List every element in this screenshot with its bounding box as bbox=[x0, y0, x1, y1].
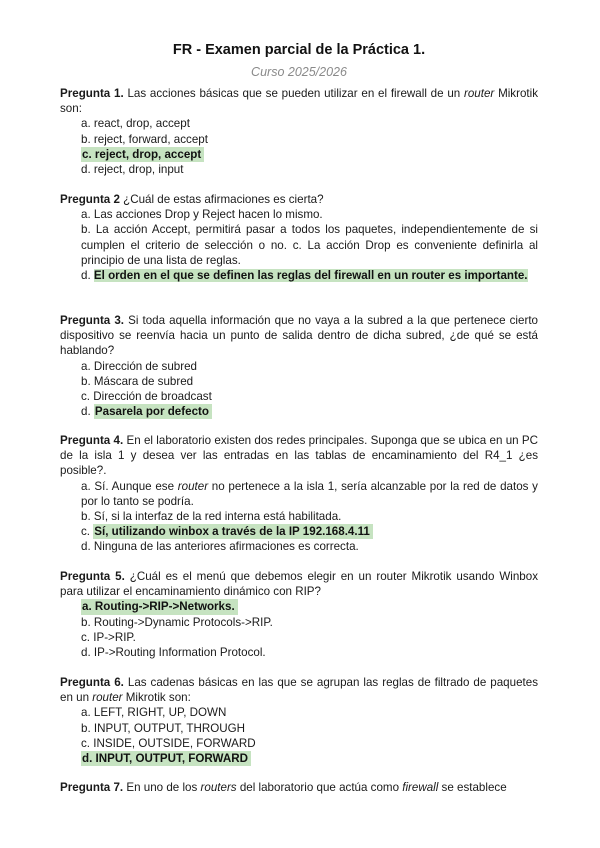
correct-answer-highlight: d. INPUT, OUTPUT, FORWARD bbox=[81, 751, 251, 766]
question-7-text-em2: firewall bbox=[402, 781, 439, 794]
question-2-label: Pregunta 2 bbox=[60, 193, 120, 206]
question-5 bbox=[60, 569, 538, 660]
question-4-stem bbox=[60, 433, 538, 479]
option-6c[interactable]: c. INSIDE, OUTSIDE, FORWARD bbox=[81, 736, 256, 750]
option-6a[interactable]: a. LEFT, RIGHT, UP, DOWN bbox=[81, 706, 227, 720]
option-3b[interactable]: b. Máscara de subred bbox=[81, 374, 194, 388]
question-3-text: Si toda aquella información que no vaya a la subred a la que pertenece cierto dispositivo se reenvía hacia un punto de salida dentro de dicha subred, ¿de qué se está hablando? bbox=[60, 314, 538, 358]
exam-title: FR - Examen parcial de la Práctica 1. bbox=[172, 42, 426, 58]
option-2a[interactable]: a. Las acciones Drop y Reject hacen lo mismo. bbox=[81, 208, 323, 222]
question-5-text: ¿Cuál es el menú que debemos elegir en un router Mikrotik usando Winbox para utilizar el encaminamiento dinámico con RIP? bbox=[60, 570, 538, 599]
question-3-label: Pregunta 3. bbox=[60, 314, 125, 327]
question-3-options bbox=[60, 359, 538, 420]
option-3d[interactable] bbox=[60, 404, 538, 419]
option-3d-letter: d. bbox=[81, 405, 91, 419]
question-2-options bbox=[60, 207, 538, 283]
question-2-stem bbox=[60, 192, 538, 207]
option-5c[interactable]: c. IP->RIP. bbox=[81, 630, 136, 644]
question-6-text-end: Mikrotik son: bbox=[122, 691, 191, 705]
question-7 bbox=[60, 780, 538, 795]
option-6d[interactable] bbox=[60, 751, 538, 766]
option-4a[interactable] bbox=[60, 479, 538, 509]
option-4c-letter: c. bbox=[81, 525, 91, 539]
question-4-options bbox=[60, 479, 538, 555]
question-5-options bbox=[60, 599, 538, 660]
question-6-stem bbox=[60, 675, 538, 705]
option-1b[interactable]: b. reject, forward, accept bbox=[81, 132, 208, 146]
option-1c[interactable] bbox=[60, 147, 538, 162]
option-4d[interactable]: d. Ninguna de las anteriores afirmaciones es correcta. bbox=[81, 540, 359, 554]
question-4 bbox=[60, 433, 538, 555]
question-1 bbox=[60, 86, 538, 177]
correct-answer-highlight: a. Routing->RIP->Networks. bbox=[81, 599, 238, 614]
question-4-label: Pregunta 4. bbox=[60, 434, 124, 447]
question-1-stem bbox=[60, 86, 538, 116]
option-4a-text: a. Sí. Aunque ese bbox=[81, 479, 178, 493]
question-7-label: Pregunta 7. bbox=[60, 781, 124, 794]
option-2d[interactable] bbox=[60, 268, 538, 283]
question-3-stem bbox=[60, 313, 538, 359]
question-6-options bbox=[60, 705, 538, 766]
question-1-text: Las acciones básicas que se pueden utilizar en el firewall de un bbox=[127, 87, 464, 100]
option-3c[interactable]: c. Dirección de broadcast bbox=[81, 390, 212, 404]
question-6-text-em: router bbox=[92, 691, 123, 705]
question-2-text: ¿Cuál de estas afirmaciones es cierta? bbox=[123, 193, 324, 206]
option-6b[interactable]: b. INPUT, OUTPUT, THROUGH bbox=[81, 721, 246, 735]
option-2b[interactable]: b. La acción Accept, permitirá pasar a todos los paquetes, independientemente de si cumplen el criterio de selección o no. c. La acción Drop es conveniente definirla al principio de una lista de reglas. bbox=[81, 223, 538, 267]
option-5d[interactable]: d. IP->Routing Information Protocol. bbox=[81, 646, 266, 660]
question-1-text-em: router bbox=[464, 87, 495, 100]
question-4-text: En el laboratorio existen dos redes principales. Suponga que se ubica en un PC de la isla 1 y desea ver las entradas en las tablas de encaminamiento del R4_1 ¿es posible?. bbox=[60, 434, 538, 478]
option-1d[interactable]: d. reject, drop, input bbox=[81, 163, 184, 177]
question-7-text: En uno de los bbox=[126, 781, 201, 794]
question-1-options bbox=[60, 116, 538, 177]
question-6-label: Pregunta 6. bbox=[60, 676, 124, 689]
option-4b[interactable]: b. Sí, si la interfaz de la red interna está habilitada. bbox=[81, 510, 342, 524]
question-1-label: Pregunta 1. bbox=[60, 87, 124, 100]
question-2 bbox=[60, 192, 538, 283]
question-7-text-end: se establece bbox=[438, 781, 507, 794]
question-6-text: Las cadenas básicas en las que se agrupan las reglas de filtrado de paquetes en un bbox=[60, 676, 538, 705]
question-3 bbox=[60, 313, 538, 419]
option-3a[interactable]: a. Dirección de subred bbox=[81, 359, 197, 373]
question-1-text-end: Mikrotik son: bbox=[60, 87, 538, 116]
correct-answer-highlight: Sí, utilizando winbox a través de la IP 192.168.4.11 bbox=[93, 524, 373, 539]
question-7-stem bbox=[60, 780, 538, 795]
option-2d-letter: d. bbox=[81, 269, 91, 283]
question-6 bbox=[60, 675, 538, 766]
question-7-text-mid: del laboratorio que actúa como bbox=[236, 781, 403, 794]
correct-answer-highlight: c. reject, drop, accept bbox=[81, 147, 204, 162]
question-5-label: Pregunta 5. bbox=[60, 570, 125, 583]
option-5b[interactable]: b. Routing->Dynamic Protocols->RIP. bbox=[81, 615, 273, 629]
question-5-stem bbox=[60, 569, 538, 599]
option-5a[interactable] bbox=[60, 599, 538, 614]
option-1a[interactable]: a. react, drop, accept bbox=[81, 117, 190, 131]
correct-answer-highlight: El orden en el que se definen las reglas del firewall en un router es importante. bbox=[93, 269, 528, 283]
question-7-text-em1: routers bbox=[200, 781, 237, 794]
option-4a-em: router bbox=[177, 479, 209, 493]
option-4a-end: no pertenece a la isla 1, sería alcanzable por la red de datos y por lo tanto se podría. bbox=[81, 479, 538, 508]
course-subtitle: Curso 2025/2026 bbox=[251, 65, 347, 79]
correct-answer-highlight: Pasarela por defecto bbox=[94, 404, 212, 419]
option-4c[interactable] bbox=[60, 524, 538, 539]
